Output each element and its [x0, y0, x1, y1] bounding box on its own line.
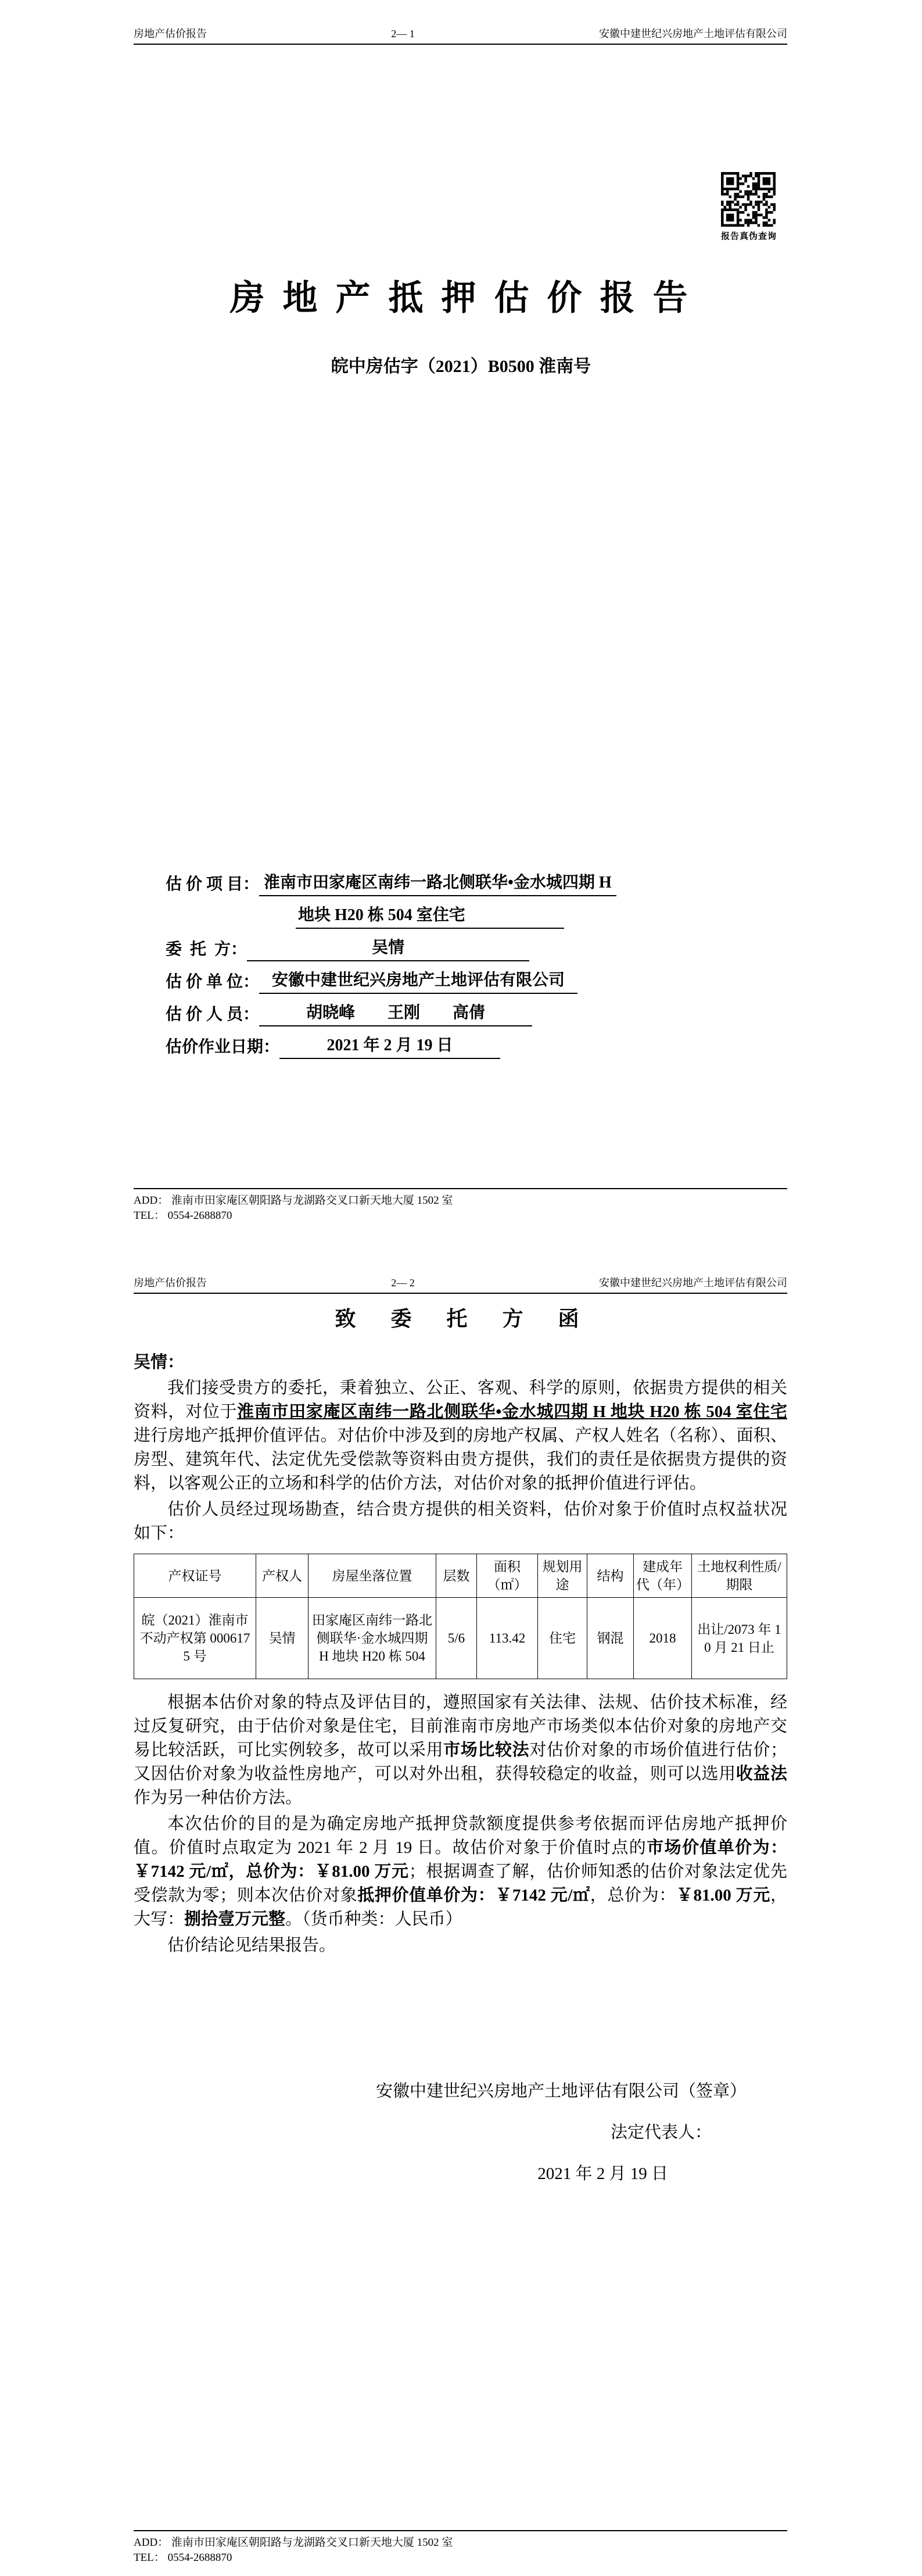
header-page-number: 2— 1 [391, 28, 415, 40]
page-footer [134, 1188, 787, 1223]
signature-company: 安徽中建世纪兴房地产土地评估有限公司（签章） [375, 2082, 747, 2101]
header-cell-year: 建成年代（年） [634, 1554, 692, 1598]
report-title: 房 地 产 抵 押 估 价 报 告 [229, 279, 693, 317]
footer-address: ADD： 淮南市田家庵区朝阳路与龙湖路交叉口新天地大厦 1502 室 [134, 1194, 453, 1207]
cell-location: 田家庵区南纬一路北侧联华·金水城四期 H 地块 H20 栋 504 [308, 1598, 436, 1679]
page-footer [134, 2530, 787, 2566]
header-doc-title: 房地产估价报告 [134, 1277, 207, 1289]
project-label: 估 价 项 目： [166, 875, 260, 893]
cell-use: 住宅 [538, 1598, 587, 1679]
signature-date: 2021 年 2 月 19 日 [537, 2164, 668, 2183]
footer-tel: TEL： 0554-2688870 [134, 2552, 232, 2564]
cell-owner: 吴情 [256, 1598, 308, 1679]
appraisers-label: 估 价 人 员： [166, 1006, 260, 1024]
cover-page [0, 0, 922, 1270]
conclusion-note: 估价结论见结果报告。 [167, 1936, 336, 1955]
client-field [166, 936, 787, 961]
header-cell-floor: 层数 [436, 1554, 477, 1598]
header-cell-cert-no: 产权证号 [134, 1554, 256, 1598]
client-value: 吴情 [247, 936, 529, 961]
property-rights-table [134, 1554, 787, 1679]
project-value-line2: 地块 H20 栋 504 室住宅 [296, 904, 564, 929]
client-label: 委 托 方： [166, 940, 247, 958]
signature-block [134, 2080, 787, 2186]
header-cell-location: 房屋坐落位置 [308, 1554, 436, 1598]
work-date-field [166, 1034, 787, 1059]
header-company-name: 安徽中建世纪兴房地产土地评估有限公司 [599, 28, 787, 40]
page-header [134, 0, 787, 45]
header-cell-area: 面积（㎡） [477, 1554, 538, 1598]
signature-legal-rep: 法定代表人： [610, 2123, 712, 2142]
qr-code [721, 172, 776, 227]
appraisers-field [166, 1001, 787, 1026]
letter-paragraph-4: 本次估价的目的是为确定房地产抵押贷款额度提供参考依据而评估房地产抵押价值。价值时点取定为 2021 年 2 月 19 日。故估价对象于价值时点的市场价值单价为：￥7142 元/㎡，总价为：￥81.00 万元；根据调查了解，估价师知悉的估价对象法定优先受偿款为零；则本次估价对象抵押价值单价为：￥7142 元/㎡，总价为：￥81.00 万元，大写：捌拾壹万元整。（货币种类：人民币） [134, 1815, 787, 1929]
qr-block [721, 172, 776, 242]
work-date-label: 估价作业日期： [166, 1038, 280, 1056]
footer-address: ADD： 淮南市田家庵区朝阳路与龙湖路交叉口新天地大厦 1502 室 [134, 2536, 453, 2549]
appraisers-value: 胡晓峰 王刚 高倩 [259, 1001, 532, 1026]
header-cell-structure: 结构 [587, 1554, 634, 1598]
work-date-value: 2021 年 2 月 19 日 [279, 1034, 500, 1059]
salutation: 吴情： [134, 1353, 185, 1372]
agency-label: 估 价 单 位： [166, 973, 260, 991]
letter-body [134, 1351, 787, 2186]
cell-structure: 钢混 [587, 1598, 634, 1679]
footer-tel: TEL： 0554-2688870 [134, 1210, 232, 1222]
cell-year: 2018 [634, 1598, 692, 1679]
project-value-line1: 淮南市田家庵区南纬一路北侧联华•金水城四期 H [259, 871, 616, 896]
header-cell-land-right: 土地权利性质/期限 [692, 1554, 787, 1598]
table-header-row [134, 1554, 787, 1598]
agency-field [166, 969, 787, 994]
cover-form [166, 871, 787, 1059]
letter-paragraph-1: 我们接受贵方的委托，秉着独立、公正、客观、科学的原则，依据贵方提供的相关资料，对位于淮南市田家庵区南纬一路北侧联华•金水城四期 H 地块 H20 栋 504 室住宅进行房地产抵押价值评估。对估价中涉及到的房地产权属、产权人姓名（名称）、面积、房型、建筑年代、法定优先受偿款等资料由贵方提供，我们的责任是依据贵方提供的资料，以客观公正的立场和科学的估价方法，对估价对象的抵押价值进行评估。 [134, 1379, 787, 1493]
appraisal-project-field-line2 [296, 904, 787, 929]
header-page-number: 2— 2 [391, 1277, 415, 1289]
cell-area: 113.42 [477, 1598, 538, 1679]
letter-title: 致 委 托 方 函 [335, 1307, 587, 1330]
report-number: 皖中房估字（2021）B0500 淮南号 [331, 357, 591, 376]
header-cell-use: 规划用途 [538, 1554, 587, 1598]
cell-land-right: 出让/2073 年 10 月 21 日止 [692, 1598, 787, 1679]
letter-paragraph-3: 根据本估价对象的特点及评估目的，遵照国家有关法律、法规、估价技术标准，经过反复研究，由于估价对象是住宅，目前淮南市房地产市场类似本估价对象的房地产交易比较活跃，可比实例较多，故可以采用市场比较法对估价对象的市场价值进行估价；又因估价对象为收益性房地产，可以对外出租，获得较稳定的收益，则可以选用收益法作为另一种估价方法。 [134, 1693, 787, 1807]
page-header [134, 1270, 787, 1294]
cell-floor: 5/6 [436, 1598, 477, 1679]
agency-value: 安徽中建世纪兴房地产土地评估有限公司 [259, 969, 577, 994]
qr-caption: 报告真伪查询 [721, 232, 777, 241]
letter-page [0, 1270, 922, 2576]
appraisal-project-field [166, 871, 787, 896]
cell-cert-no: 皖（2021）淮南市不动产权第 0006175 号 [134, 1598, 256, 1679]
header-company-name: 安徽中建世纪兴房地产土地评估有限公司 [599, 1277, 787, 1289]
letter-paragraph-2: 估价人员经过现场勘查，结合贵方提供的相关资料，估价对象于价值时点权益状况如下： [134, 1500, 787, 1543]
table-data-row [134, 1598, 787, 1679]
header-doc-title: 房地产估价报告 [134, 28, 207, 40]
header-cell-owner: 产权人 [256, 1554, 308, 1598]
